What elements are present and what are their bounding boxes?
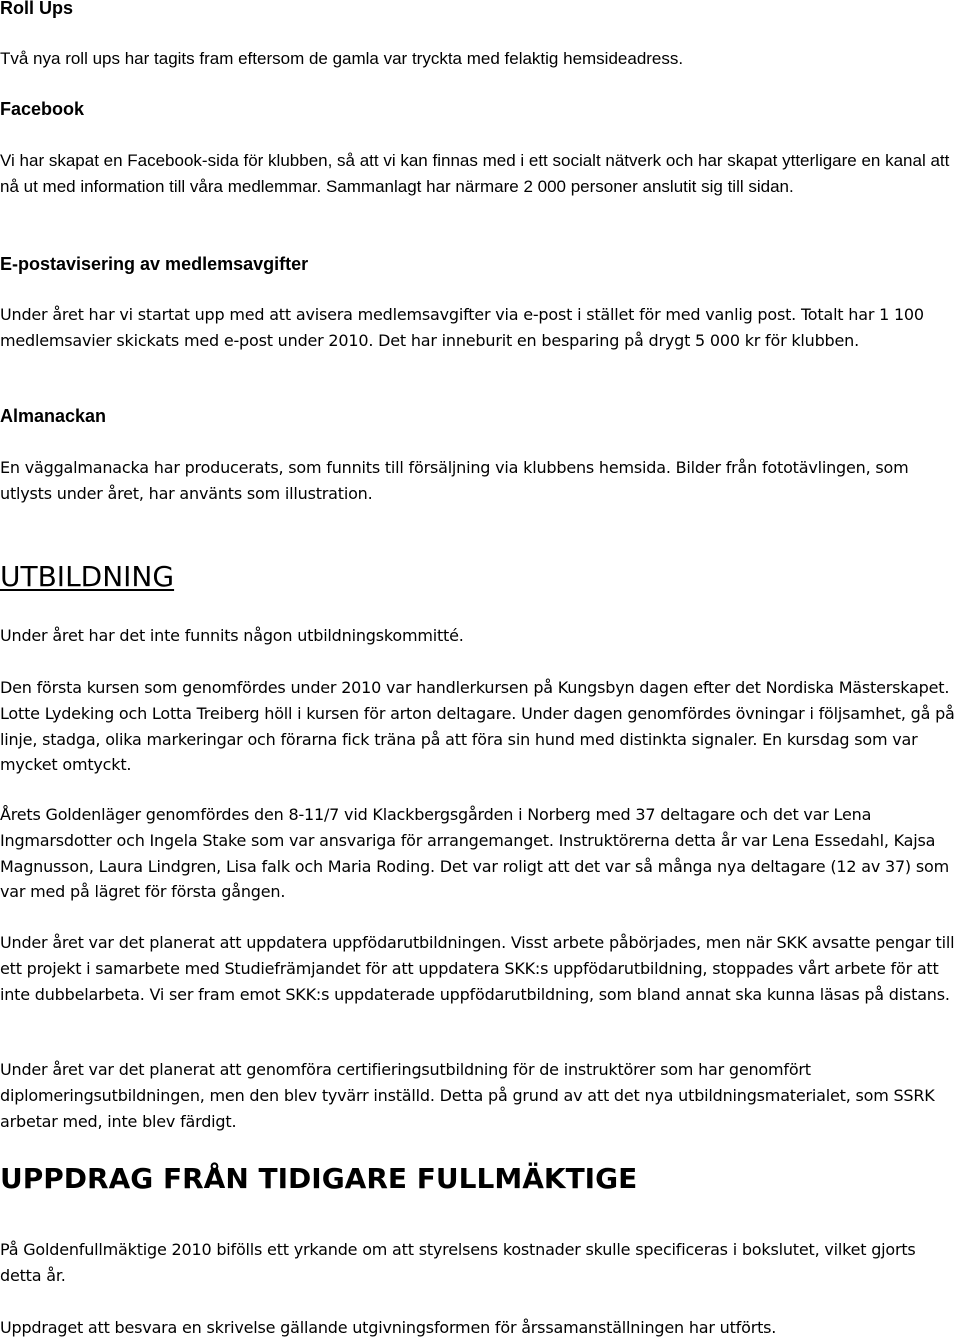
e-postavisering-paragraph: Under året har vi startat upp med att avisera medlemsavgifter via e-post i stället för med vanlig post. Totalt har 1 100 medlemsavier skickats med e-post under 2010. Det har inneburit en besparing på drygt 5 000 kr för klubben. [0, 305, 924, 350]
facebook-heading: Facebook [0, 99, 85, 119]
roll-ups-heading: Roll Ups [0, 0, 74, 18]
e-postavisering-heading: E-postavisering av medlemsavgifter [0, 254, 309, 274]
facebook-paragraph: Vi har skapat en Facebook-sida för klubben, så att vi kan finnas med i ett socialt nätverk och har skapat ytterligare en kanal att nå ut med information till våra medlemmar. Sammanlagt har närmare 2 000 personer anslutit sig till sidan. [0, 151, 950, 196]
utbildning-paragraph-5: Under året var det planerat att genomföra certifieringsutbildning för de instruktörer som har genomfört diplomeringsutbildningen, men den blev tyvärr inställd. Detta på grund av att det nya utbildningsmaterialet, som SSRK arbetar med, inte blev färdigt. [0, 1060, 935, 1131]
utbildning-paragraph-1: Under året har det inte funnits någon utbildningskommitté. [0, 626, 464, 645]
roll-ups-paragraph: Två nya roll ups har tagits fram eftersom de gamla var tryckta med felaktig hemsideadress. [0, 49, 684, 68]
utbildning-paragraph-4: Under året var det planerat att uppdatera uppfödarutbildningen. Visst arbete påbörjades, men när SKK avsatte pengar till ett projekt i samarbete med Studiefrämjandet för att uppdatera SKK:s uppfödarutbildning, stoppades vårt arbete för att inte dubbelarbeta. Vi ser fram emot SKK:s uppdaterade uppfödarutbildning, som bland annat ska kunna läsas på distans. [0, 933, 955, 1004]
uppdrag-paragraph-1: På Goldenfullmäktige 2010 bifölls ett yrkande om att styrelsens kostnader skulle specificeras i bokslutet, vilket gjorts detta år. [0, 1240, 916, 1285]
almanackan-heading: Almanackan [0, 406, 107, 426]
utbildning-paragraph-2: Den första kursen som genomfördes under 2010 var handlerkursen på Kungsbyn dagen efter det Nordiska Mästerskapet. Lotte Lydeking och Lotta Treiberg höll i kursen för arton deltagare. Under dagen genomfördes övningar i följsamhet, gå på linje, stadga, olika markeringar och förarna fick träna på att föra sin hund med distinkta signaler. En kursdag som var mycket omtyckt. [0, 678, 955, 775]
uppdrag-paragraph-2: Uppdraget att besvara en skrivelse gällande utgivningsformen för årssamanställningen har utförts. [0, 1318, 777, 1337]
utbildning-paragraph-3: Årets Goldenläger genomfördes den 8-11/7 vid Klackbergsgården i Norberg med 37 deltagare och det var Lena Ingmarsdotter och Ingela Stake som var ansvariga för arrangemanget. Instruktörerna detta år var Lena Essedahl, Kajsa Magnusson, Laura Lindgren, Lisa falk och Maria Roding. Det var roligt att det var så många nya deltagare (12 av 37) som var med på lägret för första gången. [0, 805, 949, 902]
utbildning-heading: UTBILDNING [0, 560, 175, 593]
almanackan-paragraph: En väggalmanacka har producerats, som funnits till försäljning via klubbens hemsida. Bilder från fototävlingen, som utlysts under året, har använts som illustration. [0, 458, 909, 503]
uppdrag-heading: UPPDRAG FRÅN TIDIGARE FULLMÄKTIGE [0, 1162, 638, 1195]
